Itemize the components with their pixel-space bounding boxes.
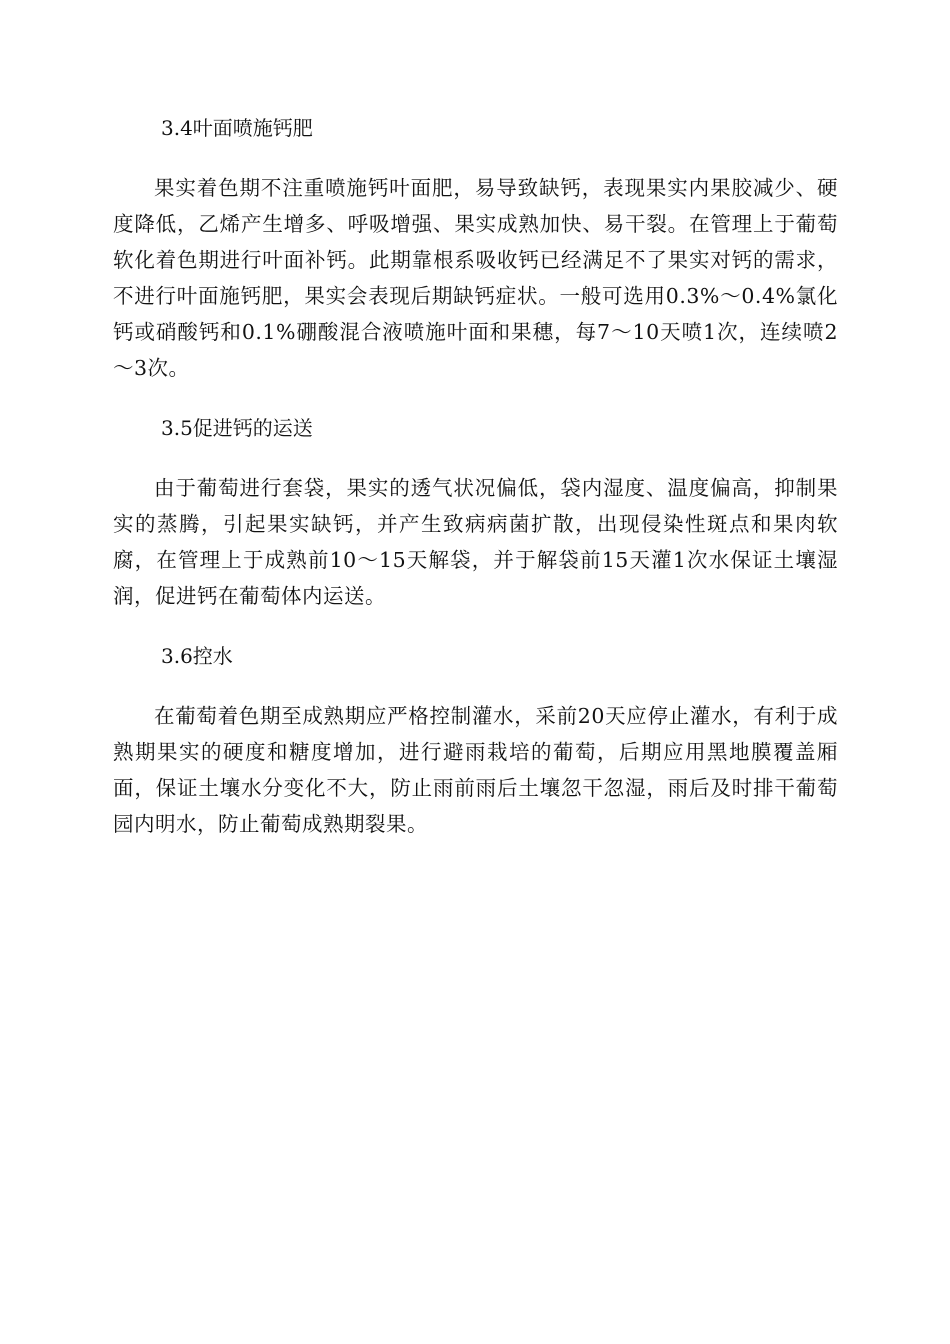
section-paragraph-3-5: 由于葡萄进行套袋，果实的透气状况偏低，袋内湿度、温度偏高，抑制果实的蒸腾，引起果实缺钙，并产生致病病菌扩散，出现侵染性斑点和果肉软腐，在管理上于成熟前10～15天解袋，并于解袋前15天灌1次水保证土壤湿润，促进钙在葡萄体内运送。 xyxy=(113,476,838,608)
document-body xyxy=(113,110,838,842)
section-heading-3-5: 3.5促进钙的运送 xyxy=(161,416,313,440)
section-heading-3-4: 3.4叶面喷施钙肥 xyxy=(161,116,313,140)
section-heading-3-6: 3.6控水 xyxy=(161,644,233,668)
section-paragraph-3-4: 果实着色期不注重喷施钙叶面肥，易导致缺钙，表现果实内果胶减少、硬度降低，乙烯产生增多、呼吸增强、果实成熟加快、易干裂。在管理上于葡萄软化着色期进行叶面补钙。此期靠根系吸收钙已经满足不了果实对钙的需求，不进行叶面施钙肥，果实会表现后期缺钙症状。一般可选用0.3%～0.4%氯化钙或硝酸钙和0.1%硼酸混合液喷施叶面和果穗，每7～10天喷1次，连续喷2～3次。 xyxy=(113,176,838,380)
section-paragraph-3-6: 在葡萄着色期至成熟期应严格控制灌水，采前20天应停止灌水，有利于成熟期果实的硬度和糖度增加，进行避雨栽培的葡萄，后期应用黑地膜覆盖厢面，保证土壤水分变化不大，防止雨前雨后土壤忽干忽湿，雨后及时排干葡萄园内明水，防止葡萄成熟期裂果。 xyxy=(113,704,838,836)
